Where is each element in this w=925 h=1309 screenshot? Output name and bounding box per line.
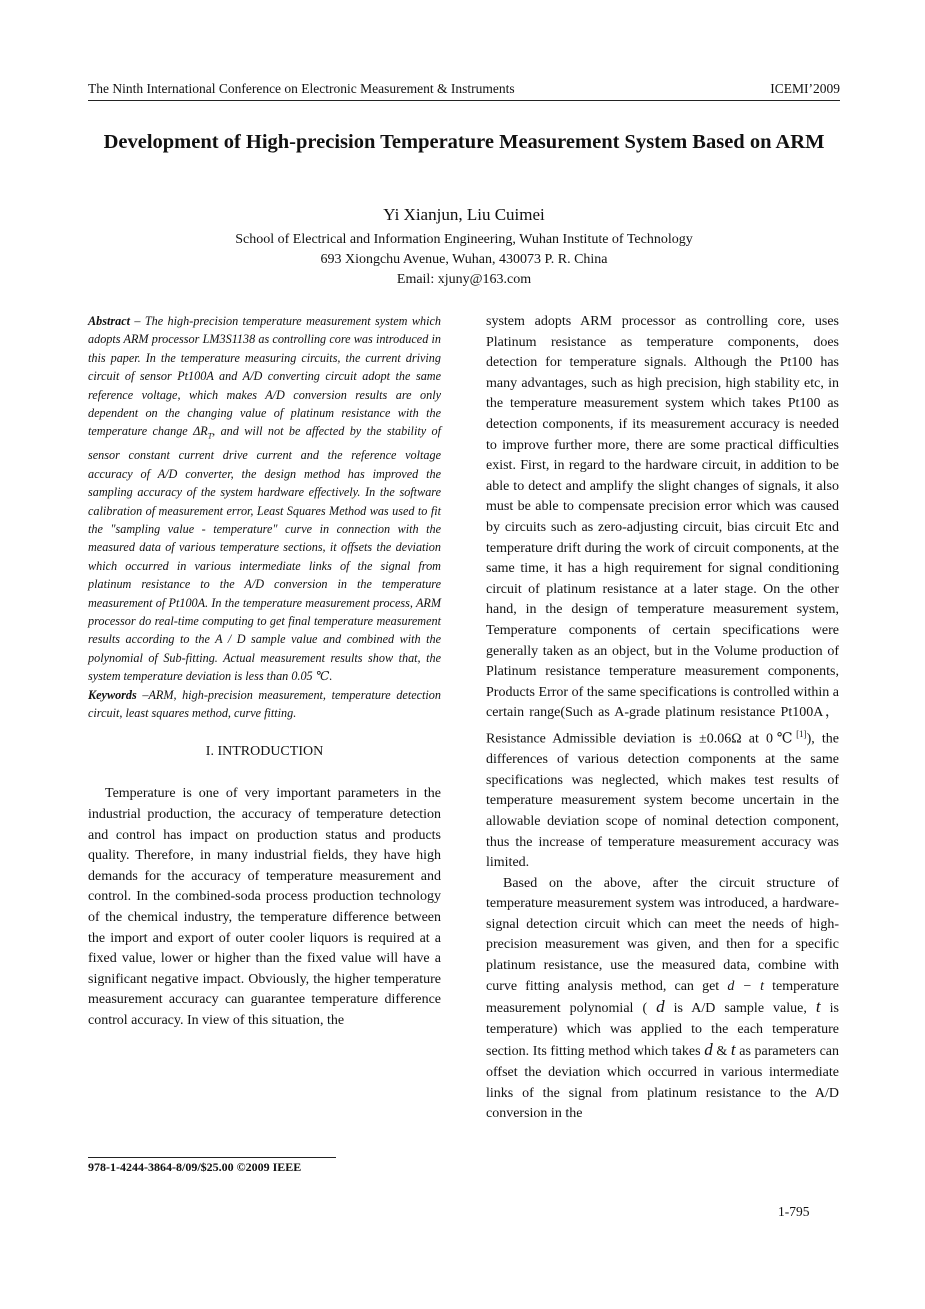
keywords — [88, 686, 441, 723]
abstract-text-2: , and will not be affected by the stability of sensor constant current drive current and the reference voltage accuracy of A/D converter, the design method has improved the sampling accuracy of the system hardware effectively. In the software calibration of measurement error, Least Squares Method was used to fit the "sampling value - temperature" curve in connection with the measured data of various temperature sections, it offsets the deviation which occurred in various intermediate links of the signal from platinum resistance to the A/D conversion in the temperature measurement of Pt100A. In the temperature measurement process, ARM processor do real-time computing to get final temperature measurement results according to the A / D sample value and combined with the polynomial of Sub-fitting. Actual measurement results show that, the system temperature deviation is less than 0.05 ℃. — [88, 424, 441, 684]
keywords-text: –ARM, high-precision measurement, temperature detection circuit, least squares method, curve fitting. — [88, 687, 441, 720]
affiliation: School of Electrical and Information Engineering, Wuhan Institute of Technology — [235, 232, 693, 247]
intro-paragraph-2: system adopts ARM processor as controlling core, uses Platinum resistance as temperature components, does detection for temperature signals. Although the Pt100 has many advantages, such as high precision, high stability etc, in the temperature measurement system which takes Pt100 as detection components, if its measurement accuracy is needed to improve further more, there are some practical difficulties exist. First, in regard to the hardware circuit, in addition to be able to detect and amplify the slight changes of signals, it also must be able to compensate precision error which was caused by circuits such as zero-adjusting circuit, bias circuit Etc and temperature drift during the work of circuit components, at the same time, it has a high requirement for signal conditioning circuit of platinum resistance at a later stage. On the other hand, in the design of temperature measurement system, Temperature components of certain specifications were generally taken as an object, but in the Volume production of Platinum resistance temperature measurement components, Products Error of the same specifications is controlled within a certain range(Such as A-grade platinum resistance Pt100A，Resistance Admissible deviation is ±0.06Ω at 0℃[1]), the differences of various detection components at the same specifications was neglected, which makes test results of temperature measurement system become uncertain in the allowable deviation scope of nominal detection component, thus the increase of temperature measurement accuracy was limited. — [486, 314, 840, 871]
running-header — [88, 81, 840, 97]
conference-name: The Ninth International Conference on Electronic Measurement & Instruments — [88, 81, 515, 96]
section-heading-introduction: I. INTRODUCTION — [205, 744, 324, 760]
copyright-footnote: 978-1-4244-3864-8/09/$25.00 ©2009 IEEE — [88, 1160, 302, 1174]
intro-paragraph-3: Based on the above, after the circuit structure of temperature measurement system was introduced, a hardware-signal detection circuit which can meet the needs of high-precision measurement was given, and then for a specific platinum resistance, use the measured data, combine with curve fitting analysis method, can get d − t temperature measurement polynomial ( d is A/D sample value, t is temperature) which was applied to the each temperature section. Its fitting method which takes d & t as parameters can offset the deviation which occurred in various intermediate links of the signal from platinum resistance to the A/D conversion in the — [486, 875, 840, 1122]
header-rule — [88, 100, 840, 101]
page-number: 1-795 — [778, 1204, 810, 1219]
abstract-text-1: – The high-precision temperature measurement system which adopts ARM processor LM3S1138 as controlling core was introduced in this paper. In the temperature measuring circuits, the current driving circuit of sensor Pt100A and A/D converting circuit adopt the same reference voltage, which makes A/D conversion results are only dependent on the changing value of platinum resistance with the temperature change — [88, 314, 441, 439]
paper-authors: Yi Xianjun, Liu Cuimei — [383, 205, 545, 224]
email: Email: xjuny@163.com — [396, 272, 532, 287]
conference-short-name: ICEMI’2009 — [770, 81, 840, 96]
address: 693 Xiongchu Avenue, Wuhan, 430073 P. R. China — [320, 252, 608, 267]
intro-paragraph-1: Temperature is one of very important parameters in the industrial production, the accuracy of temperature detection and control has impact on production status and products quality. Therefore, in many industrial fields, they have high demands for the accuracy of temperature measurement and control. In the combined-soda process production technology of the chemical industry, the temperature difference between the import and export of outer cooler liquors is required at a fixed value, lower or higher than the fixed value will have a significant negative impact. Obviously, the higher temperature measurement accuracy can guarantee temperature difference control accuracy. In view of this situation, the — [88, 786, 441, 1028]
footnote-rule — [88, 1157, 336, 1158]
left-column — [88, 312, 441, 1032]
abstract-label: Abstract — [88, 314, 130, 328]
abstract — [88, 312, 441, 686]
paper-title: Development of High-precision Temperature Measurement System Based on ARM — [103, 131, 825, 153]
keywords-label: Keywords — [88, 687, 137, 702]
right-column — [486, 312, 839, 1125]
citation-ref: [1] — [796, 728, 807, 739]
delta-r-symbol: $\Delta R_T$ — [193, 424, 213, 441]
